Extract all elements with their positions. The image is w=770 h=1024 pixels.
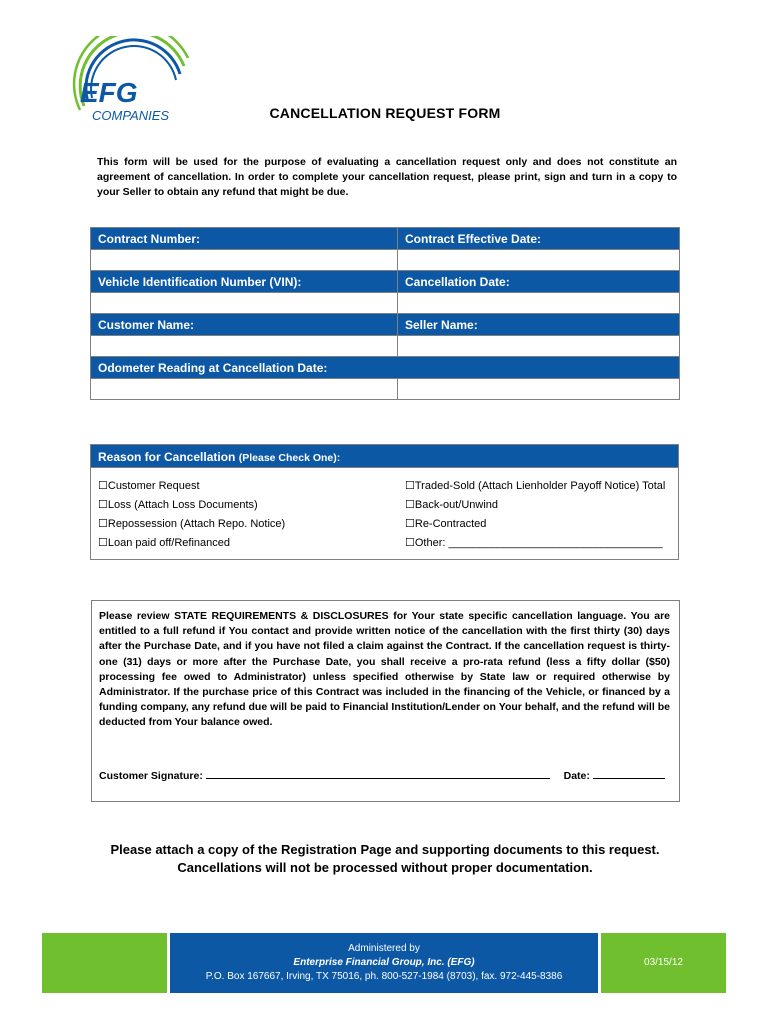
contract-effective-date-label: Contract Effective Date: — [398, 228, 680, 250]
option-customer-request[interactable]: ☐Customer Request — [98, 480, 200, 492]
checkbox-icon[interactable]: ☐ — [405, 480, 415, 492]
contract-number-label: Contract Number: — [91, 228, 398, 250]
footer-line-2: Enterprise Financial Group, Inc. (EFG) — [293, 957, 475, 968]
checkbox-icon[interactable]: ☐ — [98, 537, 108, 549]
vin-field[interactable] — [91, 293, 398, 314]
option-other[interactable]: ☐Other: ___________________________________ — [405, 537, 663, 549]
option-repossession[interactable]: ☐Repossession (Attach Repo. Notice) — [98, 518, 286, 530]
footer-line-3: P.O. Box 167667, Irving, TX 75016, ph. 800-527-1984 (8703), fax. 972-445-8386 — [205, 971, 563, 982]
cancellation-date-field[interactable] — [398, 293, 680, 314]
attach-line-1: Please attach a copy of the Registration Page and supporting documents to this request. — [110, 842, 660, 857]
disclosure-box — [91, 600, 680, 802]
customer-name-label: Customer Name: — [91, 314, 398, 336]
footer-green-left — [42, 933, 167, 993]
signature-label: Customer Signature: — [99, 770, 203, 782]
contract-effective-date-field[interactable] — [398, 250, 680, 271]
attach-notice — [0, 841, 770, 877]
checkbox-icon[interactable]: ☐ — [405, 537, 415, 549]
contract-fields-table — [90, 227, 680, 400]
option-traded-sold[interactable]: ☐Traded-Sold (Attach Lienholder Payoff Notice) Total — [405, 480, 666, 492]
reason-header-note: (Please Check One): — [238, 452, 341, 464]
date-field[interactable] — [593, 767, 665, 779]
disclosure-text: Please review STATE REQUIREMENTS & DISCLOSURES for Your state specific cancellation language. You are entitled to a full refund if You contact and provide written notice of the cancellation with the first thirty (30) days after the Purchase Date, and if you have not filed a claim against the Contract. If the cancellation request is thirty-one (31) days or more after the Purchase Date, you shall receive a pro-rata refund (less a fifty dollar ($50) processing fee owed to Administrator) unless specified otherwise by State law or required otherwise by Administrator. If the purchase price of this Contract was included in the financing of the Vehicle, or financed by a funding company, any refund due will be paid to Financial Institution/Lender on Your behalf, and the refund will be deducted from Your balance owed. — [99, 610, 670, 729]
signature-field[interactable] — [206, 767, 550, 779]
checkbox-icon[interactable]: ☐ — [98, 499, 108, 511]
option-loss[interactable]: ☐Loss (Attach Loss Documents) — [98, 499, 258, 511]
cancellation-date-label: Cancellation Date: — [398, 271, 680, 293]
footer-date: 03/15/12 — [601, 933, 726, 993]
intro-text: This form will be used for the purpose of evaluating a cancellation request only and does not constitute an agreement of cancellation. In order to complete your cancellation request, please print, sign and turn in a copy to your Seller to obtain any refund that might be due. — [97, 156, 677, 198]
logo-sub: COMPANIES — [92, 108, 170, 123]
odometer-label: Odometer Reading at Cancellation Date: — [91, 357, 680, 379]
seller-name-field[interactable] — [398, 336, 680, 357]
attach-line-2: Cancellations will not be processed without proper documentation. — [177, 860, 593, 875]
checkbox-icon[interactable]: ☐ — [98, 480, 108, 492]
page-title: CANCELLATION REQUEST FORM — [269, 105, 501, 121]
reason-header-label: Reason for Cancellation — [98, 450, 236, 464]
signature-row — [99, 767, 665, 782]
customer-name-field[interactable] — [91, 336, 398, 357]
checkbox-icon[interactable]: ☐ — [405, 499, 415, 511]
checkbox-icon[interactable]: ☐ — [405, 518, 415, 530]
logo-brand: EFG — [80, 77, 138, 108]
reason-section — [90, 444, 679, 560]
footer-line-1: Administered by — [348, 943, 420, 954]
contract-number-field[interactable] — [91, 250, 398, 271]
vin-label: Vehicle Identification Number (VIN): — [91, 271, 398, 293]
option-re-contracted[interactable]: ☐Re-Contracted — [405, 518, 487, 530]
checkbox-icon[interactable]: ☐ — [98, 518, 108, 530]
option-back-out[interactable]: ☐Back-out/Unwind — [405, 499, 499, 511]
option-loan-paid-off[interactable]: ☐Loan paid off/Refinanced — [98, 537, 230, 549]
reason-header — [91, 445, 678, 468]
odometer-field[interactable] — [91, 379, 398, 400]
footer-admin-info — [170, 933, 598, 993]
seller-name-label: Seller Name: — [398, 314, 680, 336]
date-label: Date: — [563, 770, 590, 782]
odometer-field-extra[interactable] — [398, 379, 680, 400]
